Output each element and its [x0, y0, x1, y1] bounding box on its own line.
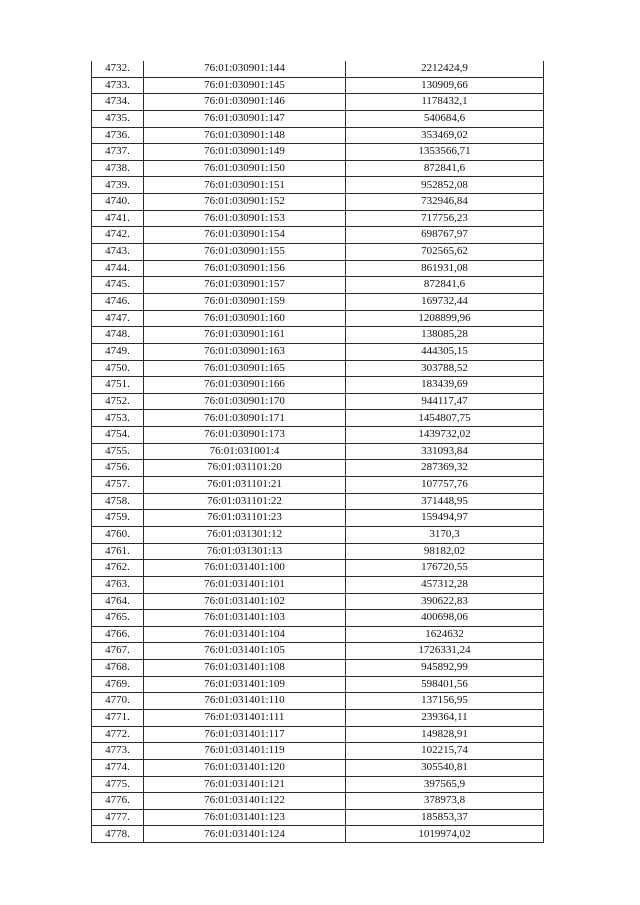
row-number-cell: 4751. — [92, 377, 144, 394]
row-number-cell: 4736. — [92, 127, 144, 144]
cadastral-number-cell: 76:01:031401:108 — [144, 660, 346, 677]
value-cell: 444305,15 — [346, 343, 544, 360]
row-number-cell: 4742. — [92, 227, 144, 244]
row-number-cell: 4766. — [92, 626, 144, 643]
cadastral-number-cell: 76:01:031401:123 — [144, 809, 346, 826]
table-row — [92, 759, 544, 776]
row-number-cell: 4773. — [92, 743, 144, 760]
cadastral-number-cell: 76:01:031301:12 — [144, 526, 346, 543]
value-cell: 397565,9 — [346, 776, 544, 793]
value-cell: 698767,97 — [346, 227, 544, 244]
row-number-cell: 4756. — [92, 460, 144, 477]
table-row — [92, 110, 544, 127]
value-cell: 102215,74 — [346, 743, 544, 760]
table-row — [92, 194, 544, 211]
value-cell: 1178432,1 — [346, 94, 544, 111]
table-row — [92, 427, 544, 444]
value-cell: 378973,8 — [346, 793, 544, 810]
value-cell: 1726331,24 — [346, 643, 544, 660]
value-cell: 861931,08 — [346, 260, 544, 277]
table-row — [92, 693, 544, 710]
value-cell: 331093,84 — [346, 443, 544, 460]
table-row — [92, 77, 544, 94]
cadastral-number-cell: 76:01:030901:151 — [144, 177, 346, 194]
table-row — [92, 493, 544, 510]
row-number-cell: 4732. — [92, 61, 144, 77]
table-row — [92, 660, 544, 677]
row-number-cell: 4760. — [92, 526, 144, 543]
row-number-cell: 4763. — [92, 576, 144, 593]
value-cell: 371448,95 — [346, 493, 544, 510]
table-row — [92, 177, 544, 194]
table-row — [92, 526, 544, 543]
value-cell: 353469,02 — [346, 127, 544, 144]
table-row — [92, 826, 544, 843]
row-number-cell: 4768. — [92, 660, 144, 677]
table-row — [92, 510, 544, 527]
table-row — [92, 776, 544, 793]
table-row — [92, 310, 544, 327]
table-row — [92, 560, 544, 577]
row-number-cell: 4778. — [92, 826, 144, 843]
table-row — [92, 61, 544, 77]
row-number-cell: 4738. — [92, 160, 144, 177]
cadastral-number-cell: 76:01:030901:166 — [144, 377, 346, 394]
row-number-cell: 4744. — [92, 260, 144, 277]
cadastral-number-cell: 76:01:030901:161 — [144, 327, 346, 344]
table-row — [92, 460, 544, 477]
cadastral-number-cell: 76:01:030901:165 — [144, 360, 346, 377]
value-cell: 303788,52 — [346, 360, 544, 377]
cadastral-number-cell: 76:01:031401:121 — [144, 776, 346, 793]
row-number-cell: 4745. — [92, 277, 144, 294]
row-number-cell: 4741. — [92, 210, 144, 227]
value-cell: 945892,99 — [346, 660, 544, 677]
row-number-cell: 4752. — [92, 393, 144, 410]
row-number-cell: 4739. — [92, 177, 144, 194]
row-number-cell: 4772. — [92, 726, 144, 743]
value-cell: 1353566,71 — [346, 144, 544, 161]
row-number-cell: 4746. — [92, 293, 144, 310]
cadastral-number-cell: 76:01:031401:119 — [144, 743, 346, 760]
table-row — [92, 94, 544, 111]
cadastral-number-cell: 76:01:031001:4 — [144, 443, 346, 460]
value-cell: 400698,06 — [346, 610, 544, 627]
table-row — [92, 393, 544, 410]
cadastral-number-cell: 76:01:031401:120 — [144, 759, 346, 776]
value-cell: 1454807,75 — [346, 410, 544, 427]
cadastral-number-cell: 76:01:031401:104 — [144, 626, 346, 643]
table-row — [92, 576, 544, 593]
value-cell: 732946,84 — [346, 194, 544, 211]
cadastral-number-cell: 76:01:031401:124 — [144, 826, 346, 843]
row-number-cell: 4735. — [92, 110, 144, 127]
table-row — [92, 743, 544, 760]
row-number-cell: 4776. — [92, 793, 144, 810]
table-row — [92, 793, 544, 810]
row-number-cell: 4767. — [92, 643, 144, 660]
value-cell: 872841,6 — [346, 277, 544, 294]
row-number-cell: 4755. — [92, 443, 144, 460]
table-row — [92, 377, 544, 394]
value-cell: 287369,32 — [346, 460, 544, 477]
cadastral-number-cell: 76:01:031401:105 — [144, 643, 346, 660]
value-cell: 2212424,9 — [346, 61, 544, 77]
table-row — [92, 410, 544, 427]
value-cell: 183439,69 — [346, 377, 544, 394]
cadastral-number-cell: 76:01:030901:171 — [144, 410, 346, 427]
value-cell: 1624632 — [346, 626, 544, 643]
value-cell: 149828,91 — [346, 726, 544, 743]
row-number-cell: 4764. — [92, 593, 144, 610]
cadastral-number-cell: 76:01:031101:21 — [144, 477, 346, 494]
row-number-cell: 4758. — [92, 493, 144, 510]
table-row — [92, 343, 544, 360]
value-cell: 872841,6 — [346, 160, 544, 177]
value-cell: 3170,3 — [346, 526, 544, 543]
cadastral-number-cell: 76:01:030901:153 — [144, 210, 346, 227]
table-row — [92, 277, 544, 294]
value-cell: 107757,76 — [346, 477, 544, 494]
cadastral-number-cell: 76:01:031401:117 — [144, 726, 346, 743]
value-cell: 717756,23 — [346, 210, 544, 227]
cadastral-number-cell: 76:01:030901:173 — [144, 427, 346, 444]
value-cell: 185853,37 — [346, 809, 544, 826]
row-number-cell: 4769. — [92, 676, 144, 693]
row-number-cell: 4748. — [92, 327, 144, 344]
value-cell: 1019974,02 — [346, 826, 544, 843]
row-number-cell: 4734. — [92, 94, 144, 111]
table-row — [92, 244, 544, 261]
table-row — [92, 626, 544, 643]
table-body — [92, 61, 544, 843]
row-number-cell: 4737. — [92, 144, 144, 161]
cadastral-number-cell: 76:01:031101:22 — [144, 493, 346, 510]
table-row — [92, 676, 544, 693]
cadastral-number-cell: 76:01:031401:102 — [144, 593, 346, 610]
cadastral-number-cell: 76:01:031401:103 — [144, 610, 346, 627]
value-cell: 98182,02 — [346, 543, 544, 560]
cadastral-number-cell: 76:01:030901:149 — [144, 144, 346, 161]
table-row — [92, 227, 544, 244]
cadastral-number-cell: 76:01:030901:157 — [144, 277, 346, 294]
table-row — [92, 260, 544, 277]
value-cell: 944117,47 — [346, 393, 544, 410]
row-number-cell: 4770. — [92, 693, 144, 710]
value-cell: 169732,44 — [346, 293, 544, 310]
table-row — [92, 443, 544, 460]
cadastral-number-cell: 76:01:030901:160 — [144, 310, 346, 327]
row-number-cell: 4749. — [92, 343, 144, 360]
cadastral-number-cell: 76:01:031401:122 — [144, 793, 346, 810]
row-number-cell: 4757. — [92, 477, 144, 494]
table-row — [92, 360, 544, 377]
row-number-cell: 4747. — [92, 310, 144, 327]
cadastral-number-cell: 76:01:031401:100 — [144, 560, 346, 577]
value-cell: 1208899,96 — [346, 310, 544, 327]
cadastral-number-cell: 76:01:031401:109 — [144, 676, 346, 693]
row-number-cell: 4771. — [92, 709, 144, 726]
row-number-cell: 4762. — [92, 560, 144, 577]
cadastral-number-cell: 76:01:031401:111 — [144, 709, 346, 726]
cadastral-number-cell: 76:01:030901:170 — [144, 393, 346, 410]
row-number-cell: 4750. — [92, 360, 144, 377]
row-number-cell: 4733. — [92, 77, 144, 94]
table-row — [92, 593, 544, 610]
cadastral-number-cell: 76:01:030901:152 — [144, 194, 346, 211]
row-number-cell: 4761. — [92, 543, 144, 560]
value-cell: 1439732,02 — [346, 427, 544, 444]
cadastral-number-cell: 76:01:031301:13 — [144, 543, 346, 560]
table-row — [92, 709, 544, 726]
cadastral-number-cell: 76:01:030901:148 — [144, 127, 346, 144]
cadastral-number-cell: 76:01:031401:110 — [144, 693, 346, 710]
cadastral-number-cell: 76:01:031101:23 — [144, 510, 346, 527]
cadastral-number-cell: 76:01:030901:156 — [144, 260, 346, 277]
value-cell: 130909,66 — [346, 77, 544, 94]
table-row — [92, 327, 544, 344]
table-row — [92, 809, 544, 826]
value-cell: 159494,97 — [346, 510, 544, 527]
value-cell: 239364,11 — [346, 709, 544, 726]
cadastral-number-cell: 76:01:031101:20 — [144, 460, 346, 477]
value-cell: 305540,81 — [346, 759, 544, 776]
table-row — [92, 643, 544, 660]
cadastral-number-cell: 76:01:030901:159 — [144, 293, 346, 310]
table-row — [92, 477, 544, 494]
cadastral-number-cell: 76:01:030901:150 — [144, 160, 346, 177]
table-row — [92, 610, 544, 627]
value-cell: 138085,28 — [346, 327, 544, 344]
table-row — [92, 293, 544, 310]
value-cell: 702565,62 — [346, 244, 544, 261]
value-cell: 137156,95 — [346, 693, 544, 710]
table-row — [92, 726, 544, 743]
value-cell: 390622,83 — [346, 593, 544, 610]
value-cell: 176720,55 — [346, 560, 544, 577]
cadastral-number-cell: 76:01:030901:147 — [144, 110, 346, 127]
cadastral-number-cell: 76:01:030901:144 — [144, 61, 346, 77]
value-cell: 457312,28 — [346, 576, 544, 593]
row-number-cell: 4765. — [92, 610, 144, 627]
row-number-cell: 4743. — [92, 244, 144, 261]
table-row — [92, 210, 544, 227]
row-number-cell: 4754. — [92, 427, 144, 444]
row-number-cell: 4759. — [92, 510, 144, 527]
value-cell: 952852,08 — [346, 177, 544, 194]
table-row — [92, 127, 544, 144]
row-number-cell: 4753. — [92, 410, 144, 427]
table-row — [92, 160, 544, 177]
value-cell: 598401,56 — [346, 676, 544, 693]
cadastral-number-cell: 76:01:030901:145 — [144, 77, 346, 94]
cadastral-number-cell: 76:01:030901:154 — [144, 227, 346, 244]
cadastral-number-cell: 76:01:030901:155 — [144, 244, 346, 261]
row-number-cell: 4740. — [92, 194, 144, 211]
cadastral-value-table — [91, 61, 544, 843]
table-row — [92, 543, 544, 560]
cadastral-number-cell: 76:01:030901:146 — [144, 94, 346, 111]
cadastral-number-cell: 76:01:031401:101 — [144, 576, 346, 593]
table-row — [92, 144, 544, 161]
row-number-cell: 4777. — [92, 809, 144, 826]
row-number-cell: 4775. — [92, 776, 144, 793]
row-number-cell: 4774. — [92, 759, 144, 776]
value-cell: 540684,6 — [346, 110, 544, 127]
cadastral-number-cell: 76:01:030901:163 — [144, 343, 346, 360]
